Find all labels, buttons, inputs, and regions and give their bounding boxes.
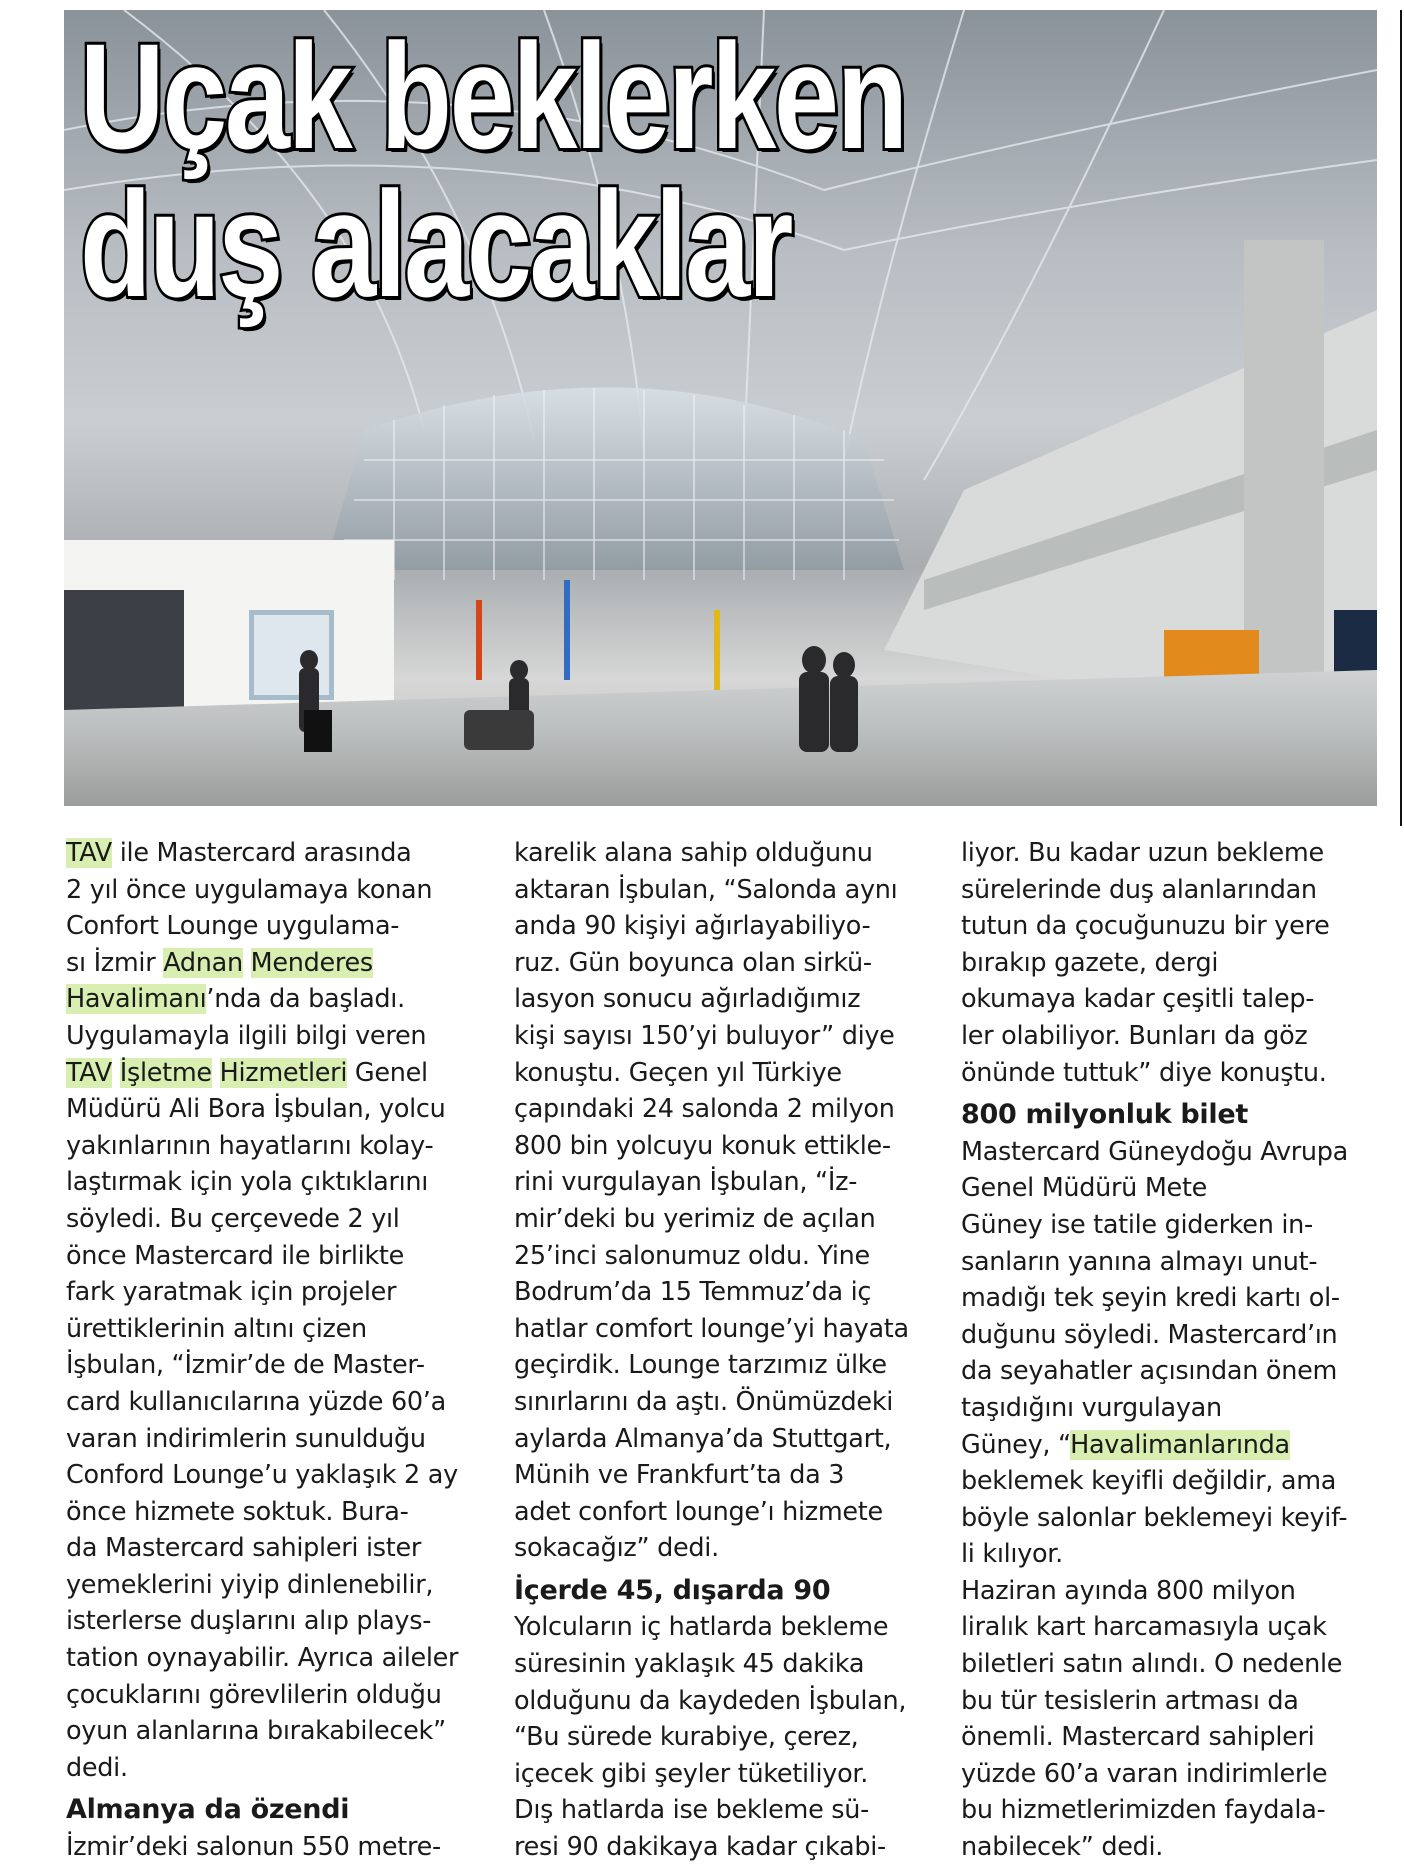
subheading: 800 milyonluk bilet [961, 1099, 1248, 1131]
text-line [66, 908, 491, 945]
text-run: kişi sayısı 150’yi buluyor” diye [514, 1020, 895, 1051]
text-run: yemeklerini yiyip dinlenebilir, [66, 1569, 434, 1600]
text-line [514, 1311, 939, 1348]
text-line [514, 1494, 939, 1531]
text-line [514, 1347, 939, 1384]
text-line [514, 835, 939, 872]
text-run: varan indirimlerin sunulduğu [66, 1423, 426, 1454]
text-line [66, 1347, 491, 1384]
text-line [66, 945, 491, 982]
headline-line-1: Uçak beklerken [80, 12, 906, 180]
text-run: önünde tuttuk” diye konuştu. [961, 1057, 1327, 1088]
text-line [66, 1677, 491, 1714]
text-run: Genel [347, 1057, 428, 1088]
text-line [514, 1646, 939, 1683]
text-line [66, 1091, 491, 1128]
text-line [514, 1609, 939, 1646]
text-line [66, 1238, 491, 1275]
text-line [961, 1055, 1386, 1092]
headline-line-2: duş alacaklar [80, 160, 792, 328]
text-line [514, 1829, 939, 1866]
text-run: Güney ise tatile giderken in- [961, 1209, 1313, 1240]
text-run: aktaran İşbulan, “Salonda aynı [514, 874, 898, 905]
text-run: yakınlarının hayatlarını kolay- [66, 1130, 434, 1161]
text-run: madığı tek şeyin kredi kartı ol- [961, 1283, 1340, 1314]
text-run: duğunu söyledi. Mastercard’ın [961, 1319, 1338, 1350]
text-run: liralık kart harcamasıyla uçak [961, 1612, 1327, 1643]
text-line [961, 872, 1386, 909]
text-run: laştırmak için yola çıktıklarını [66, 1167, 429, 1198]
highlighted-term: Hizmetleri [219, 1057, 348, 1088]
text-run: olduğunu da kaydeden İşbulan, [514, 1685, 907, 1716]
text-line [961, 1573, 1386, 1610]
text-line [961, 1207, 1386, 1244]
text-run: lasyon sonucu ağırladığımız [514, 984, 861, 1015]
text-run: 800 bin yolcuyu konuk ettikle- [514, 1130, 891, 1161]
text-run: adet confort lounge’ı hizmete [514, 1496, 883, 1527]
text-run: geçirdik. Lounge tarzımız ülke [514, 1350, 887, 1381]
text-line [66, 1494, 491, 1531]
text-run: Müdürü Ali Bora İşbulan, yolcu [66, 1094, 446, 1125]
text-run: bırakıp gazete, dergi [961, 947, 1219, 978]
text-run: “Bu sürede kurabiye, çerez, [514, 1722, 859, 1753]
text-line [66, 1567, 491, 1604]
highlighted-term: Havalimanlarında [1070, 1429, 1290, 1460]
text-run: sokacağız” dedi. [514, 1533, 719, 1564]
text-line [961, 908, 1386, 945]
text-line [514, 1201, 939, 1238]
text-run: 2 yıl önce uygulamaya konan [66, 874, 433, 905]
text-run: bu tür tesislerin artması da [961, 1685, 1299, 1716]
text-run: ürettiklerinin altını çizen [66, 1313, 367, 1344]
subheading: İçerde 45, dışarda 90 [514, 1574, 831, 1606]
text-line [961, 1390, 1386, 1427]
text-run: sanların yanına almayı unut- [961, 1246, 1318, 1277]
text-run: çocuklarını görevlilerin olduğu [66, 1679, 442, 1710]
text-line [514, 1384, 939, 1421]
text-run: okumaya kadar çeşitli talep- [961, 984, 1315, 1015]
text-line [514, 1683, 939, 1720]
text-line [961, 835, 1386, 872]
text-run: İşbulan, “İzmir’de de Master- [66, 1350, 425, 1381]
hero-photo [64, 10, 1377, 806]
text-run: resi 90 dakikaya kadar çıkabi- [514, 1832, 886, 1863]
subheading: Almanya da özendi [66, 1794, 350, 1826]
text-line [514, 1530, 939, 1567]
text-run: Bodrum’da 15 Temmuz’da iç [514, 1277, 872, 1308]
text-line [514, 908, 939, 945]
text-run: sı İzmir [66, 947, 164, 978]
text-line [961, 1427, 1386, 1464]
column-rule [1400, 10, 1402, 826]
headline [80, 12, 906, 328]
text-line [66, 1055, 491, 1092]
text-line [66, 1128, 491, 1165]
highlighted-term: TAV [66, 838, 112, 868]
text-line [514, 1238, 939, 1275]
text-run: isterlerse duşlarını alıp plays- [66, 1606, 432, 1637]
text-line [66, 1164, 491, 1201]
text-run: önce hizmete soktuk. Bura- [66, 1496, 409, 1527]
text-line [66, 981, 491, 1018]
text-run: biletleri satın alındı. O nedenle [961, 1649, 1343, 1680]
text-run: sınırlarını da aştı. Önümüzdeki [514, 1386, 894, 1417]
text-run: hatlar comfort lounge’yi hayata [514, 1313, 909, 1344]
text-line [961, 1500, 1386, 1537]
article-column-3 [961, 835, 1386, 1866]
text-line [66, 1384, 491, 1421]
text-line [66, 1713, 491, 1750]
text-line [514, 1018, 939, 1055]
text-line [66, 1829, 491, 1866]
text-line [66, 1201, 491, 1238]
text-line [514, 1274, 939, 1311]
text-run: Uygulamayla ilgili bilgi veren [66, 1020, 427, 1051]
text-line [961, 1280, 1386, 1317]
text-run: Haziran ayında 800 milyon [961, 1575, 1296, 1606]
text-run: dedi. [66, 1752, 128, 1783]
text-run: anda 90 kişiyi ağırlayabiliyo- [514, 911, 871, 942]
text-line [961, 981, 1386, 1018]
highlighted-term: TAV [66, 1057, 112, 1088]
text-run: süresinin yaklaşık 45 dakika [514, 1649, 865, 1680]
text-run: ruz. Gün boyunca olan sirkü- [514, 947, 872, 978]
text-run: liyor. Bu kadar uzun bekleme [961, 838, 1324, 868]
text-line [66, 1018, 491, 1055]
text-line [514, 1719, 939, 1756]
text-run: nabilecek” dedi. [961, 1832, 1164, 1863]
article-column-1 [66, 835, 491, 1866]
text-line [961, 1756, 1386, 1793]
text-run: tutun da çocuğunuzu bir yere [961, 911, 1330, 942]
text-line [514, 1756, 939, 1793]
text-run: mir’deki bu yerimiz de açılan [514, 1203, 876, 1234]
text-line [514, 1792, 939, 1829]
text-run: içecek gibi şeyler tüketiliyor. [514, 1758, 869, 1789]
text-line [66, 1603, 491, 1640]
text-line [514, 1091, 939, 1128]
text-line [961, 1792, 1386, 1829]
text-run: önce Mastercard ile birlikte [66, 1240, 405, 1271]
text-line [514, 872, 939, 909]
text-line [961, 1829, 1386, 1866]
text-run: karelik alana sahip olduğunu [514, 838, 873, 868]
text-run: Confort Lounge uygulama- [66, 911, 400, 942]
text-run: yüzde 60’a varan indirimlerle [961, 1758, 1328, 1789]
text-line [961, 1719, 1386, 1756]
text-run: konuştu. Geçen yıl Türkiye [514, 1057, 842, 1088]
text-run: taşıdığını vurgulayan [961, 1392, 1222, 1423]
text-run: ler olabiliyor. Bunları da göz [961, 1020, 1308, 1051]
text-line [514, 945, 939, 982]
text-run: rini vurgulayan İşbulan, “İz- [514, 1167, 858, 1198]
text-line [66, 1274, 491, 1311]
text-run: Yolcuların iç hatlarda bekleme [514, 1612, 889, 1643]
text-run: sürelerinde duş alanlarından [961, 874, 1317, 905]
text-run: oyun alanlarına bırakabilecek” [66, 1716, 446, 1747]
text-run: çapındaki 24 salonda 2 milyon [514, 1094, 895, 1125]
text-line [961, 1536, 1386, 1573]
text-line [961, 1244, 1386, 1281]
text-line [961, 1018, 1386, 1055]
text-run: söyledi. Bu çerçevede 2 yıl [66, 1203, 400, 1234]
text-run [243, 948, 251, 978]
text-run [112, 1058, 120, 1088]
text-run: önemli. Mastercard sahipleri [961, 1722, 1315, 1753]
text-run: li kılıyor. [961, 1539, 1063, 1570]
text-line [66, 835, 491, 872]
text-run: beklemek keyifli değildir, ama [961, 1466, 1337, 1497]
text-line [66, 1457, 491, 1494]
text-run: Dış hatlarda ise bekleme sü- [514, 1795, 870, 1826]
text-run [212, 1058, 220, 1088]
text-run: ile Mastercard arasında [111, 838, 412, 868]
text-line [514, 981, 939, 1018]
text-run: Genel Müdürü Mete [961, 1173, 1208, 1204]
text-run: aylarda Almanya’da Stuttgart, [514, 1423, 892, 1454]
highlighted-term: Adnan [163, 947, 243, 978]
text-line [961, 1353, 1386, 1390]
text-run: Güney, “ [961, 1429, 1071, 1460]
text-line [66, 872, 491, 909]
text-line [961, 1134, 1386, 1171]
highlighted-term: İşletme [119, 1057, 212, 1088]
text-run: tation oynayabilir. Ayrıca aileler [66, 1643, 459, 1674]
text-run: da Mastercard sahipleri ister [66, 1533, 422, 1564]
text-run: böyle salonlar beklemeyi keyif- [961, 1502, 1348, 1533]
text-line [514, 1421, 939, 1458]
text-line [66, 1421, 491, 1458]
text-run: Conford Lounge’u yaklaşık 2 ay [66, 1460, 458, 1491]
text-line [961, 1317, 1386, 1354]
text-line [66, 1750, 491, 1787]
text-run: İzmir’deki salonun 550 metre- [66, 1832, 441, 1863]
text-line [514, 1128, 939, 1165]
text-line [961, 1609, 1386, 1646]
text-run: card kullanıcılarına yüzde 60’a [66, 1386, 446, 1417]
text-line [961, 1170, 1386, 1207]
text-line [66, 1640, 491, 1677]
text-run: bu hizmetlerimizden faydala- [961, 1795, 1326, 1826]
highlighted-term: Menderes [250, 947, 373, 978]
text-run: da seyahatler açısından önem [961, 1356, 1337, 1387]
text-line [514, 1457, 939, 1494]
article-column-2 [514, 835, 939, 1866]
text-run: 25’inci salonumuz oldu. Yine [514, 1240, 870, 1271]
text-run: Münih ve Frankfurt’ta da 3 [514, 1460, 845, 1491]
highlighted-term: Havalimanı [66, 984, 207, 1015]
text-line [961, 1683, 1386, 1720]
text-run: Mastercard Güneydoğu Avrupa [961, 1136, 1349, 1167]
text-run: ’nda da başladı. [206, 984, 405, 1015]
text-line [961, 945, 1386, 982]
text-line [66, 1311, 491, 1348]
text-run: fark yaratmak için projeler [66, 1277, 397, 1308]
text-line [961, 1463, 1386, 1500]
text-line [514, 1164, 939, 1201]
text-line [514, 1055, 939, 1092]
text-line [66, 1530, 491, 1567]
text-line [961, 1646, 1386, 1683]
